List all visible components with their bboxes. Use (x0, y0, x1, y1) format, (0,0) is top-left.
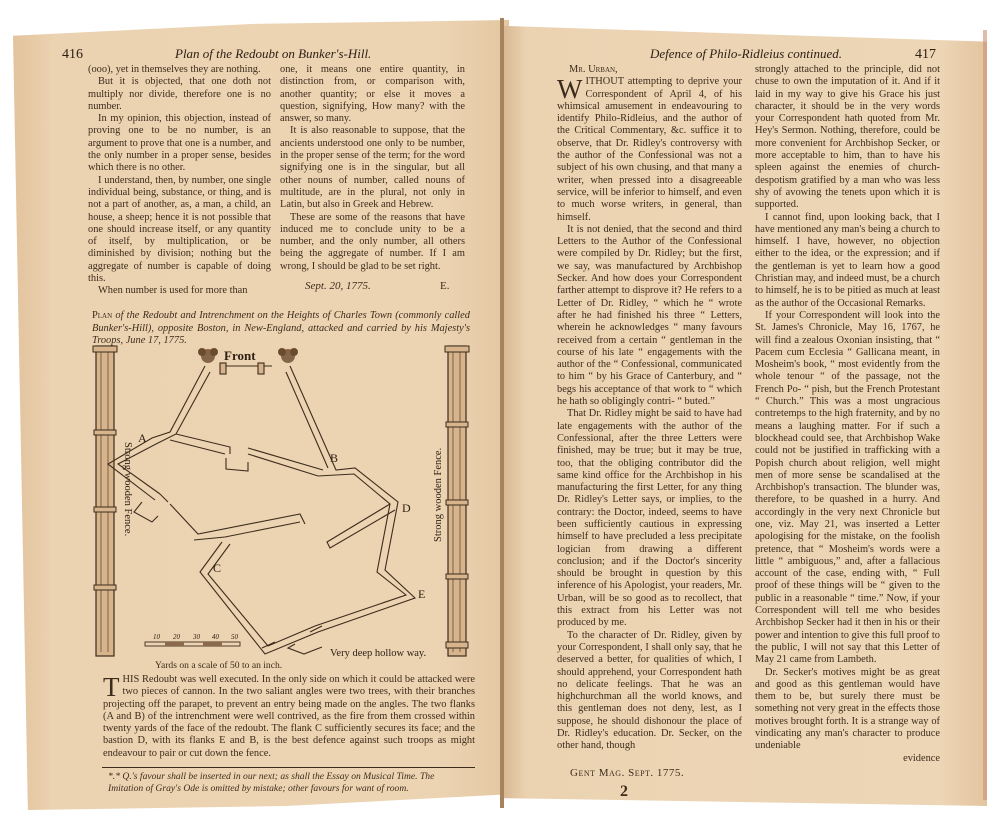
scale-caption: Yards on a scale of 50 to an inch. (155, 660, 283, 671)
plan-caption-text: of the Redoubt and Intrenchment on the Heights of Charles Town (commonly called Bunker's-Hill), opposite Boston, in New-England, attacked and carried by his Majesty's Troops, June 17, 1775. (92, 310, 470, 346)
signature-mark: 2 (620, 783, 628, 800)
paragraph-text: ITHOUT attempting to deprive your Correspondent of April 4, of his whimsical amusement in endeavouring to identify Philo-Ridleius, and the author of the Critical Commentary, &c. suffice it to observe, that Dr. Ridley's controversy with the author of the Confessional was not a subject of his own chusing, and that many a writer, when pressed into a disagreeable service, will be inferior to himself, and even to much worse writers, in general, than himself. (557, 76, 742, 223)
front-label: Front (224, 348, 256, 363)
description-text: HIS Redoubt was well executed. In the only side on which it could be attacked were two pieces of cannon. In the two saliant angles were two trees, with their branches projecting off the parapet, to prevent an entry being made on the angles. The two flanks (A and B) of the intrenchment were well contrived, as the fire from them crossed within twenty yards of the face of the redoubt. The flank C sufficiently secures its face; and the bastion D, with its flanks E and B, is the best defence against such troops as might endeavour to pair or cut down the fence. (103, 674, 475, 759)
paragraph: In my opinion, this objection, instead of proving one to be no number, is an argument to prove that one is a number, and the only number in a proper sense, besides which there is no other. (88, 113, 271, 174)
paragraph: To the character of Dr. Ridley, given by your Correspondent, I shall only say, that he deserved a better, for qualities of which, I should apprehend, your Correspondent hath no delicate feelings. That he was an highchurchman all the world knows, and this gentleman does not deny, lest, as I suppose, he should dishonour the place of Dr. Ridley's education. Dr. Secker, on the other hand, though (557, 629, 742, 752)
paragraph: (ooo), yet in themselves they are nothing. (88, 64, 261, 75)
page-number-right: 417 (915, 47, 936, 62)
flank-label-b: B (330, 451, 339, 465)
scale-tick: 10 (153, 633, 160, 641)
footnote (108, 771, 478, 795)
scale-bar (145, 633, 240, 646)
salutation: Mr. Urban, (569, 64, 618, 75)
scale-tick: 20 (173, 633, 180, 641)
paragraph: one, it means one entire quantity, in distinction from, or comparison with, another quantity; or else it moves a question, signifying, How many? with the answer, so many. (280, 64, 465, 125)
redoubt-outline (108, 363, 415, 654)
tree-icon (198, 348, 218, 363)
catchword: evidence (903, 752, 940, 764)
hollow-way-label: Very deep hollow way. (330, 648, 427, 659)
footnote-line: *.* Q.'s favour shall be inserted in our next; as shall the Essay on Musical Time. The (108, 771, 435, 782)
page-number-left: 416 (62, 47, 83, 62)
scale-tick: 30 (193, 633, 200, 641)
paragraph: It is not denied, that the second and third Letters to the Author of the Confessional were compiled by Dr. Ridley; but the first, we say, was manufactured by Archbishop Secker. And how does your Correspondent farther attempt to disprove it? He refers to a Letter of Dr. Ridley, “ which he “ wrote after he had finished his three “ Letters, wherein he acknowledges “ many favours received from a certain “ gentleman in the course of his late “ engagements with the author of the “ Confessional, communicated to him “ by his Grace of Canterbury, and “ begs his acceptance of that work to “ which he hath so obligingly contri- “ buted.” (557, 223, 742, 408)
paragraph: When number is used for more than (98, 285, 248, 297)
drop-cap: W (557, 74, 583, 105)
flank-label-c: C (213, 561, 222, 575)
page-edge (983, 30, 987, 800)
plan-caption-lead: Plan (92, 310, 113, 321)
book-gutter (500, 18, 504, 808)
bastion-label-d: D (402, 501, 411, 515)
scale-tick: 50 (231, 633, 238, 641)
signature-line: Gent Mag. Sept. 1775. (570, 767, 685, 779)
footnote-rule (102, 767, 475, 768)
right-column-1 (557, 64, 742, 753)
paragraph: strongly attached to the principle, did not chuse to own the imputation of it. And if it laid in my way to give his Grace his just character, it should be in the very words your Correspondent hath quoted from Mr. Hey's Sermon. Nothing, therefore, could be more convenient for Archbishop Secker, or more acceptable to him, than to have his spleen against the enemies of church-despotism gratified by a man who was less shy of avowing the tenets upon which it is supported. (755, 64, 940, 211)
paragraph: Dr. Secker's motives might be as great and good as this gentleman would have them to be, but surely there must be something not very great in the effects those motives brought forth. It is a strange way of vindicating any man's character to produce undeniable (755, 666, 940, 752)
scale-tick: 40 (212, 633, 219, 641)
flank-label-e: E (418, 587, 426, 601)
right-fence-post (445, 346, 469, 656)
fence-label-right: Strong wooden Fence. (433, 447, 444, 542)
plan-description (103, 674, 475, 760)
paragraph: These are some of the reasons that have induced me to conclude unity to be a number, and the only number, all others being the aggregate of number. If I am wrong, I should be glad to be set right. (280, 211, 465, 272)
paragraph: That Dr. Ridley might be said to have had late engagements with the author of the Confessional, after the three Letters were finished, may be true; but it may be true, too, that the obliging contributor did the same kind office for the Archbishop in his manufacturing the first Letter, for any thing Dr. Ridley's Letter says, or implies, to the contrary: the Doctor, indeed, seems to have been sufficiently cautious in expressing himself to have precluded a less precipitate logician from drawing a different conclusion; and if the Doctor's sincerity should be brought in question by this inference of his Apologist, your readers, Mr. Urban, will be so good as to recollect, that this extract from his Letter was not produced by me. (557, 408, 742, 629)
running-head-right: Defence of Philo-Ridleius continued. (650, 46, 843, 61)
right-column-2 (755, 64, 940, 765)
footnote-line: Imitation of Gray's Ode is omitted by mistake; other favours for want of room. (108, 783, 409, 794)
paragraph: I understand, then, by number, one single individual being, substance, or thing, and is not a part of another, as, a man, a child, an house, a sheep; hence it is not possible that one should increase itself, or any quantity of itself, by multiplication, or be diminished by division; nothing but the aggregate of number is capable of doing this. (88, 174, 271, 285)
paragraph: I cannot find, upon looking back, that I have mentioned any man's being a church to himself. I have, however, no objection either to the idea, or the expression; and if the gentleman is yet to learn how a good Christian may, and indeed must, be a church to himself, he is to be pitied as much at least as the author of the Occasional Remarks. (755, 211, 940, 309)
redoubt-plan-map (90, 342, 475, 662)
paragraph: But it is objected, that one doth not multiply nor divide, therefore one is no number. (88, 76, 271, 112)
left-column-1 (88, 64, 271, 298)
paragraph (557, 76, 742, 224)
paragraph: If your Correspondent will look into the St. James's Chronicle, May 16, 1767, he will find a zealous Oxonian insisting, that “ Pacem cum Ecclesia “ Gallicana meant, in Mosheim's book, “ most evidently from the whole tenour “ of the passage, not the French Po- “ pish, but the French Protestant “ Church.” This was a most ungracious contretemps to the high fraternity, and by no means a laughing matter. For if such a blockhead could see, that Archbishop Wake could not be justified in trafficking with a Popish church about religion, well might men of more sense be scandalised at the Archbishop's transaction. The blunder was, therefore, to be quashed in a hurry. And accordingly in the very next Chronicle but one, viz. May 21, was inserted a Letter apologising for the mistake, on the foolish pretence, that “ Mosheim's words were a little “ ambiguous,” and, after a fallacious account of the case, ending with, “ Full proof of these things will be “ given to the public in a reasonable “ time.” Now, if your Correspondent will tell me who besides Archbishop Secker had it then in his or their power and intention to give this full proof to the public, I will not say that this Letter of May 21 came from Lambeth. (755, 309, 940, 666)
left-column-2 (280, 64, 465, 273)
running-head-left: Plan of the Redoubt on Bunker's-Hill. (175, 46, 372, 61)
fence-label-left: Strong wooden Fence. (122, 442, 133, 537)
signature: E. (440, 280, 450, 292)
dateline: Sept. 20, 1775. (305, 280, 371, 292)
left-fence-post (93, 346, 117, 656)
paragraph: It is also reasonable to suppose, that the ancients understood one only to be number, in the proper sense of the term; for the word signifying one is in the singular, but all other nouns of number, called nouns of multitude, are in the plural, not only in Latin, but also in Greek and Hebrew. (280, 125, 465, 211)
flank-label-a: A (138, 431, 147, 445)
tree-icon (278, 348, 298, 363)
drop-cap: T (103, 672, 120, 702)
